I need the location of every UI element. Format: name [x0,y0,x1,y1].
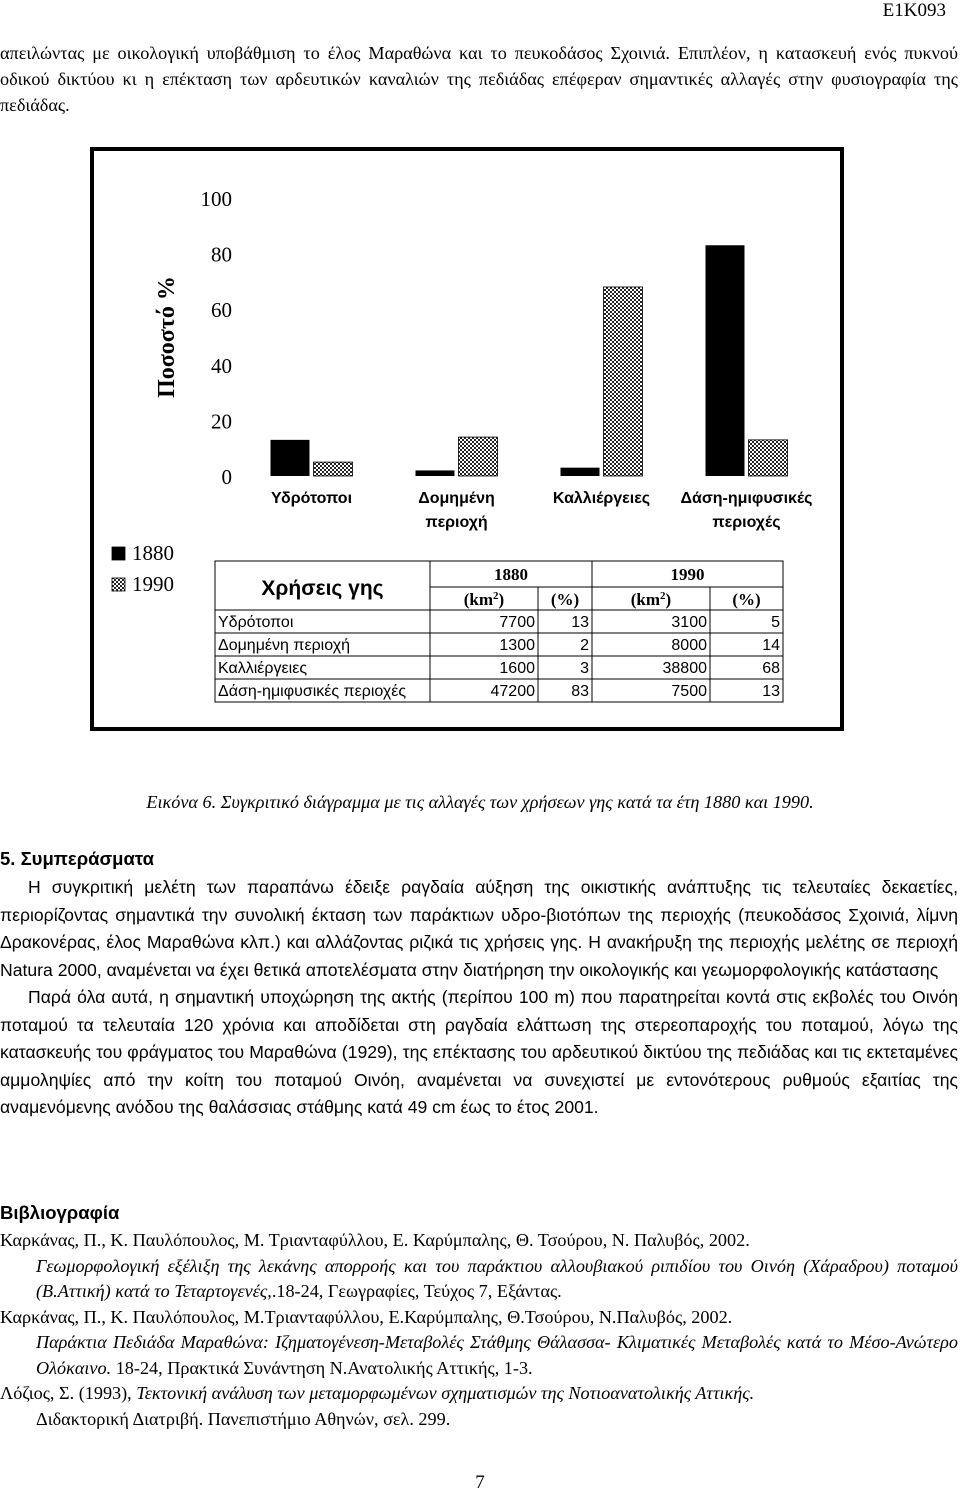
page-number: 7 [475,1472,485,1493]
entry-title: Παράκτια Πεδιάδα Μαραθώνα: Ιζηματογένεση-Μεταβολές Στάθμης Θάλασσα- Κλιματικές Μεταβολές κατά το Μέσο-Ανώτερο Ολόκαινο. [36,1332,958,1378]
legend-label: 1990 [132,572,174,596]
entry-source: .18-24, Γεωγραφίες, Τεύχος 7, Εξάντας. [271,1281,562,1301]
x-category-label: Υδρότοποι [270,490,353,507]
table-cell: 3 [580,660,589,677]
conclusions-paragraph-2: Παρά όλα αυτά, η σημαντική υποχώρηση της ακτής (περίπου 100 m) που παρατηρείται κοντά στις εκβολές του Οινόη ποταμού τα τελευταία 120 χρόνια και αποδίδεται στη ραγδαία ελάττωση της στερεοπαροχής του ποταμού, λόγω της κατασκευής του φράγματος του Μαραθώνα (1929), της επέκτασης του αρδευτικού δικτύου της πεδιάδας και τις εκτεταμένες αμμοληψίες από την κοίτη του ποταμού Οινόη, αναμένεται να συνεχιστεί με εντονότερους ρυθμούς εξαιτίας της αναμενόμενης ανόδου της θαλάσσιας στάθμης κατά 49 cm έως το έτος 2001. [0,987,958,1117]
table-title: Χρήσεις γης [261,577,384,600]
y-tick-label: 100 [200,187,232,211]
x-category-label: Καλλιέργειες [552,490,651,507]
table-row-label: Καλλιέργειες [218,660,308,677]
table-cell: 2 [580,637,589,654]
bar-1990 [604,287,643,476]
legend-swatch [112,547,125,560]
land-use-figure [94,151,840,727]
intro-text: απειλώντας με οικολογική υποβάθμιση το έλος Μαραθώνα και το πευκοδάσος Σχοινιά. Επιπλέον, η κατασκευή ενός πυκνού οδικού δικτύου κι η επέκταση των αρδευτικών καναλιών της πεδιάδας επέφεραν σημαντικές αλλαγές στην φυσιογραφία της πεδιάδας. [0,43,958,115]
legend-swatch [112,578,125,591]
bar-1880 [561,468,600,476]
chart-legend [112,541,174,596]
bibliography-entry [0,1305,958,1382]
entry-authors: Λόζιος, Σ. (1993), [0,1383,132,1403]
table-row-label: Δάση-ημιφυσικές περιοχές [218,683,407,700]
bar-1880 [416,470,455,476]
bibliography-title: Βιβλιογραφία [0,1202,120,1223]
entry-title: Γεωμορφολογική εξέλιξη της λεκάνης απορροής και του παράκτιου αλλουβιακού ριπιδίου του Οινόη (Χάραδρου) ποταμού (Β.Αττική) κατά το Τεταρτογενές, [36,1255,958,1301]
figure-frame [90,147,844,731]
table-unit-pct: (%) [732,590,761,609]
bibliography-entry [0,1381,958,1432]
y-tick-label: 40 [211,353,232,378]
land-use-table [215,561,783,702]
table-cell: 7500 [671,683,707,700]
x-category-label: Δάση-ημιφυσικές [680,490,813,507]
entry-source: 18-24, Πρακτικά Συνάντηση Ν.Ανατολικής Αττικής, 1-3. [111,1357,533,1378]
table-cell: 5 [771,614,780,631]
bibliography-entry [0,1228,958,1305]
table-row-label: Δομημένη περιοχή [218,637,350,654]
entry-authors: Καρκάνας, Π., Κ. Παυλόπουλος, Μ. Τριανταφύλλου, Ε. Καρύμπαλης, Θ. Τσούρου, Ν. Παλυβός, 2002. [0,1230,750,1250]
bar-1990 [314,462,353,476]
table-cell: 13 [762,683,780,700]
legend-label: 1880 [132,541,174,565]
section-heading [0,848,154,870]
x-category-label: περιοχή [425,514,488,531]
table-cell: 14 [762,637,780,654]
unit-close: ) [498,590,505,609]
bar-chart [154,187,813,531]
y-tick-label: 60 [211,298,232,323]
entry-title: Τεκτονική ανάλυση των μεταμορφωμένων σχηματισμών της Νοτιοανατολικής Αττικής. [131,1383,755,1403]
conclusions-paragraph-1: Η συγκριτική μελέτη των παραπάνω έδειξε ραγδαία αύξηση της οικιστικής ανάπτυξης τις τελευταίες δεκαετίες, περιορίζοντας σημαντικά την συνολική έκταση των παράκτιων υδρο-βιοτόπων της περιοχής (πευκοδάσος Σχοινιά, λίμνη Δρακονέρας, έλος Μαραθώνα κλπ.) και αλλάζοντας ριζικά τις χρήσεις γης. Η ανακήρυξη της περιοχής μελέτης σε περιοχή Natura 2000, αναμένεται να έχει θετικά αποτελέσματα στην διατήρηση την οικολογικής και γεωμορφολογικής κατάστασης [0,877,958,980]
table-unit-pct: (%) [550,590,580,609]
unit-superscript: 2 [660,590,666,602]
intro-paragraph [0,40,958,118]
entry-authors: Καρκάνας, Π., Κ. Παυλόπουλος, Μ.Τριανταφύλλου, Ε.Καρύμπαλης, Θ.Τσούρου, Ν.Παλυβός, 2002. [0,1306,733,1327]
unit-close: ) [665,590,672,609]
table-cell: 8000 [671,637,707,654]
table-cell: 1600 [499,660,535,677]
section-title: Συμπεράσματα [20,848,154,869]
x-category-label: Δομημένη [418,490,495,507]
y-tick-label: 20 [211,409,232,434]
bar-1880 [271,440,310,476]
table-year-header: 1990 [670,565,705,584]
unit-superscript: 2 [493,590,499,602]
section-number: 5. [0,848,16,869]
figure-caption: Εικόνα 6. Συγκριτικό διάγραμμα με τις αλλαγές των χρήσεων γης κατά τα έτη 1880 και 1990. [146,792,814,812]
table-cell: 1300 [499,637,535,654]
table-cell: 38800 [662,660,707,677]
table-cell: 83 [571,683,589,700]
table-unit-km2: $(km^2)$ [630,590,672,609]
table-year-header: 1880 [494,565,528,584]
y-tick-label: 0 [221,465,232,489]
document-code: E1K093 [882,0,946,21]
bar-1880 [706,245,745,476]
table-cell: 13 [571,614,589,631]
bar-1990 [459,437,498,476]
x-category-label: περιοχές [712,514,781,531]
table-cell: 68 [762,660,780,677]
table-unit-km2: $(km^2)$ [463,590,505,609]
table-cell: 3100 [671,614,707,631]
table-cell: 47200 [490,683,535,700]
conclusions-body [0,874,958,1122]
bar-1990 [749,440,788,476]
bibliography-list [0,1228,958,1432]
table-cell: 7700 [499,614,535,631]
y-axis-label: Ποσοστό % [154,276,180,398]
y-tick-label: 80 [211,242,232,267]
entry-source: Διδακτορική Διατριβή. Πανεπιστήμιο Αθηνών, σελ. 299. [36,1408,451,1429]
table-row-label: Υδρότοποι [218,614,294,631]
